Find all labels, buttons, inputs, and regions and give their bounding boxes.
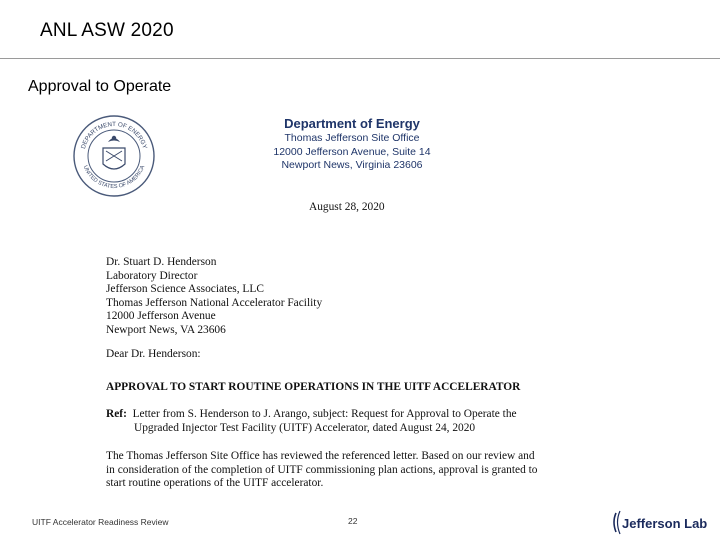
body-line: The Thomas Jefferson Site Office has reviewed the referenced letter. Based on our review and	[106, 450, 535, 462]
doe-seal-icon	[72, 114, 156, 198]
ref-line: Upgraded Injector Test Facility (UITF) Accelerator, dated August 24, 2020	[134, 421, 476, 434]
footer-caption: UITF Accelerator Readiness Review	[32, 517, 169, 527]
header-divider	[0, 58, 720, 59]
addressee-line: Jefferson Science Associates, LLC	[106, 283, 264, 296]
letterhead-line: Thomas Jefferson Site Office	[284, 132, 420, 144]
letterhead-line: 12000 Jefferson Avenue, Suite 14	[273, 145, 431, 158]
letterhead	[252, 115, 452, 173]
addressee-line: Thomas Jefferson National Accelerator Facility	[106, 296, 323, 309]
letterhead-line: Newport News, Virginia 23606	[281, 159, 423, 171]
page-number: 22	[348, 516, 358, 526]
letter-reference	[106, 408, 576, 435]
slide-title: Approval to Operate	[28, 78, 172, 95]
letterhead-department: Department of Energy	[284, 116, 420, 131]
letter-subject: APPROVAL TO START ROUTINE OPERATIONS IN THE UITF ACCELERATOR	[106, 381, 521, 393]
jefferson-lab-logo-icon	[610, 508, 720, 538]
addressee-line: Laboratory Director	[106, 269, 198, 282]
logo-text: Jefferson Lab	[622, 516, 708, 531]
addressee-line: Dr. Stuart D. Henderson	[106, 256, 217, 268]
body-line: in consideration of the completion of UITF commissioning plan actions, approval is granted to	[106, 463, 538, 476]
addressee-line: Newport News, VA 23606	[106, 323, 226, 336]
letter-salutation: Dear Dr. Henderson:	[106, 348, 201, 360]
ref-label: Ref:	[106, 408, 127, 420]
letter-body	[106, 450, 576, 491]
body-line: start routine operations of the UITF accelerator.	[106, 477, 324, 490]
letter-addressee	[106, 256, 322, 338]
header-title: ANL ASW 2020	[40, 20, 174, 41]
addressee-line: 12000 Jefferson Avenue	[106, 310, 216, 323]
letter-date: August 28, 2020	[309, 201, 385, 213]
ref-line: Letter from S. Henderson to J. Arango, subject: Request for Approval to Operate the	[132, 408, 517, 420]
seal-text-bottom: UNITED STATES OF AMERICA	[81, 164, 147, 191]
seal-text-top: DEPARTMENT OF ENERGY	[79, 120, 149, 150]
